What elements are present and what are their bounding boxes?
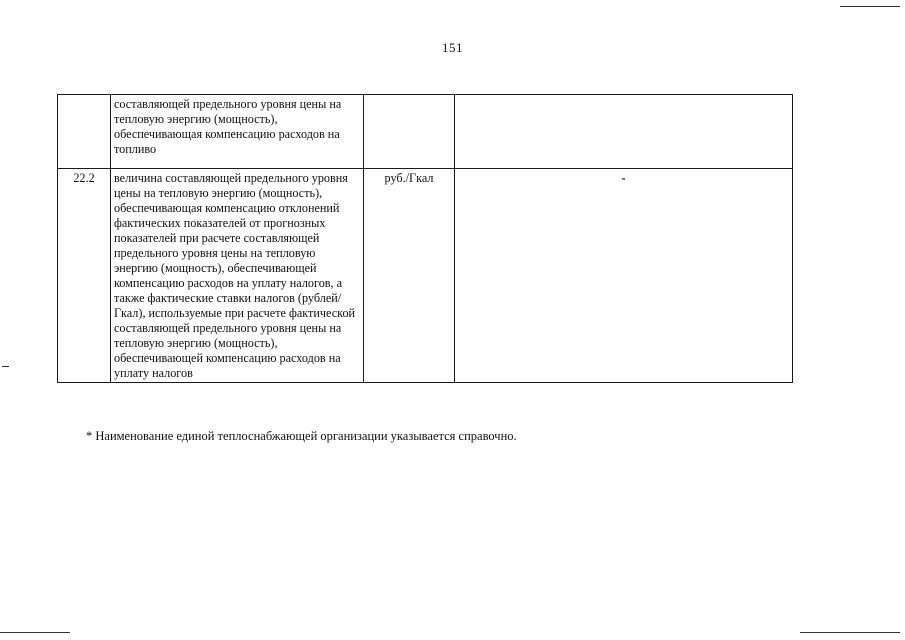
unit-cell: руб./Гкал xyxy=(364,169,455,383)
value-dash: - xyxy=(621,171,626,185)
value-cell xyxy=(455,169,793,383)
scan-artifact-bottom-left xyxy=(0,632,70,633)
row-number-cell xyxy=(58,95,111,169)
data-table xyxy=(57,94,793,383)
row-number-cell: 22.2 xyxy=(58,169,111,383)
scan-artifact-bottom-right xyxy=(800,632,900,633)
value-cell xyxy=(455,95,793,169)
page-number: 151 xyxy=(442,40,463,55)
footnote: * Наименование единой теплоснабжающей организации указывается справочно. xyxy=(86,429,517,443)
scan-artifact-left-tick xyxy=(2,366,9,367)
unit-cell xyxy=(364,95,455,169)
description-cell: составляющей предельного уровня цены на тепловую энергию (мощность), обеспечивающая компенсацию расходов на топливо xyxy=(111,95,364,169)
scan-artifact-top-right xyxy=(840,6,900,7)
description-cell: величина составляющей предельного уровня цены на тепловую энергию (мощность), обеспечивающая компенсацию отклонений фактических показателей от прогнозных показателей при расчете составляющей предельного уровня цены на тепловую энергию (мощность), обеспечивающей компенсацию расходов на уплату налогов, а также фактические ставки налогов (рублей/Гкал), используемые при расчете фактической составляющей предельного уровня цены на тепловую энергию (мощность), обеспечивающей компенсацию расходов на уплату налогов xyxy=(111,169,364,383)
table-row xyxy=(58,95,793,169)
table-row xyxy=(58,169,793,383)
